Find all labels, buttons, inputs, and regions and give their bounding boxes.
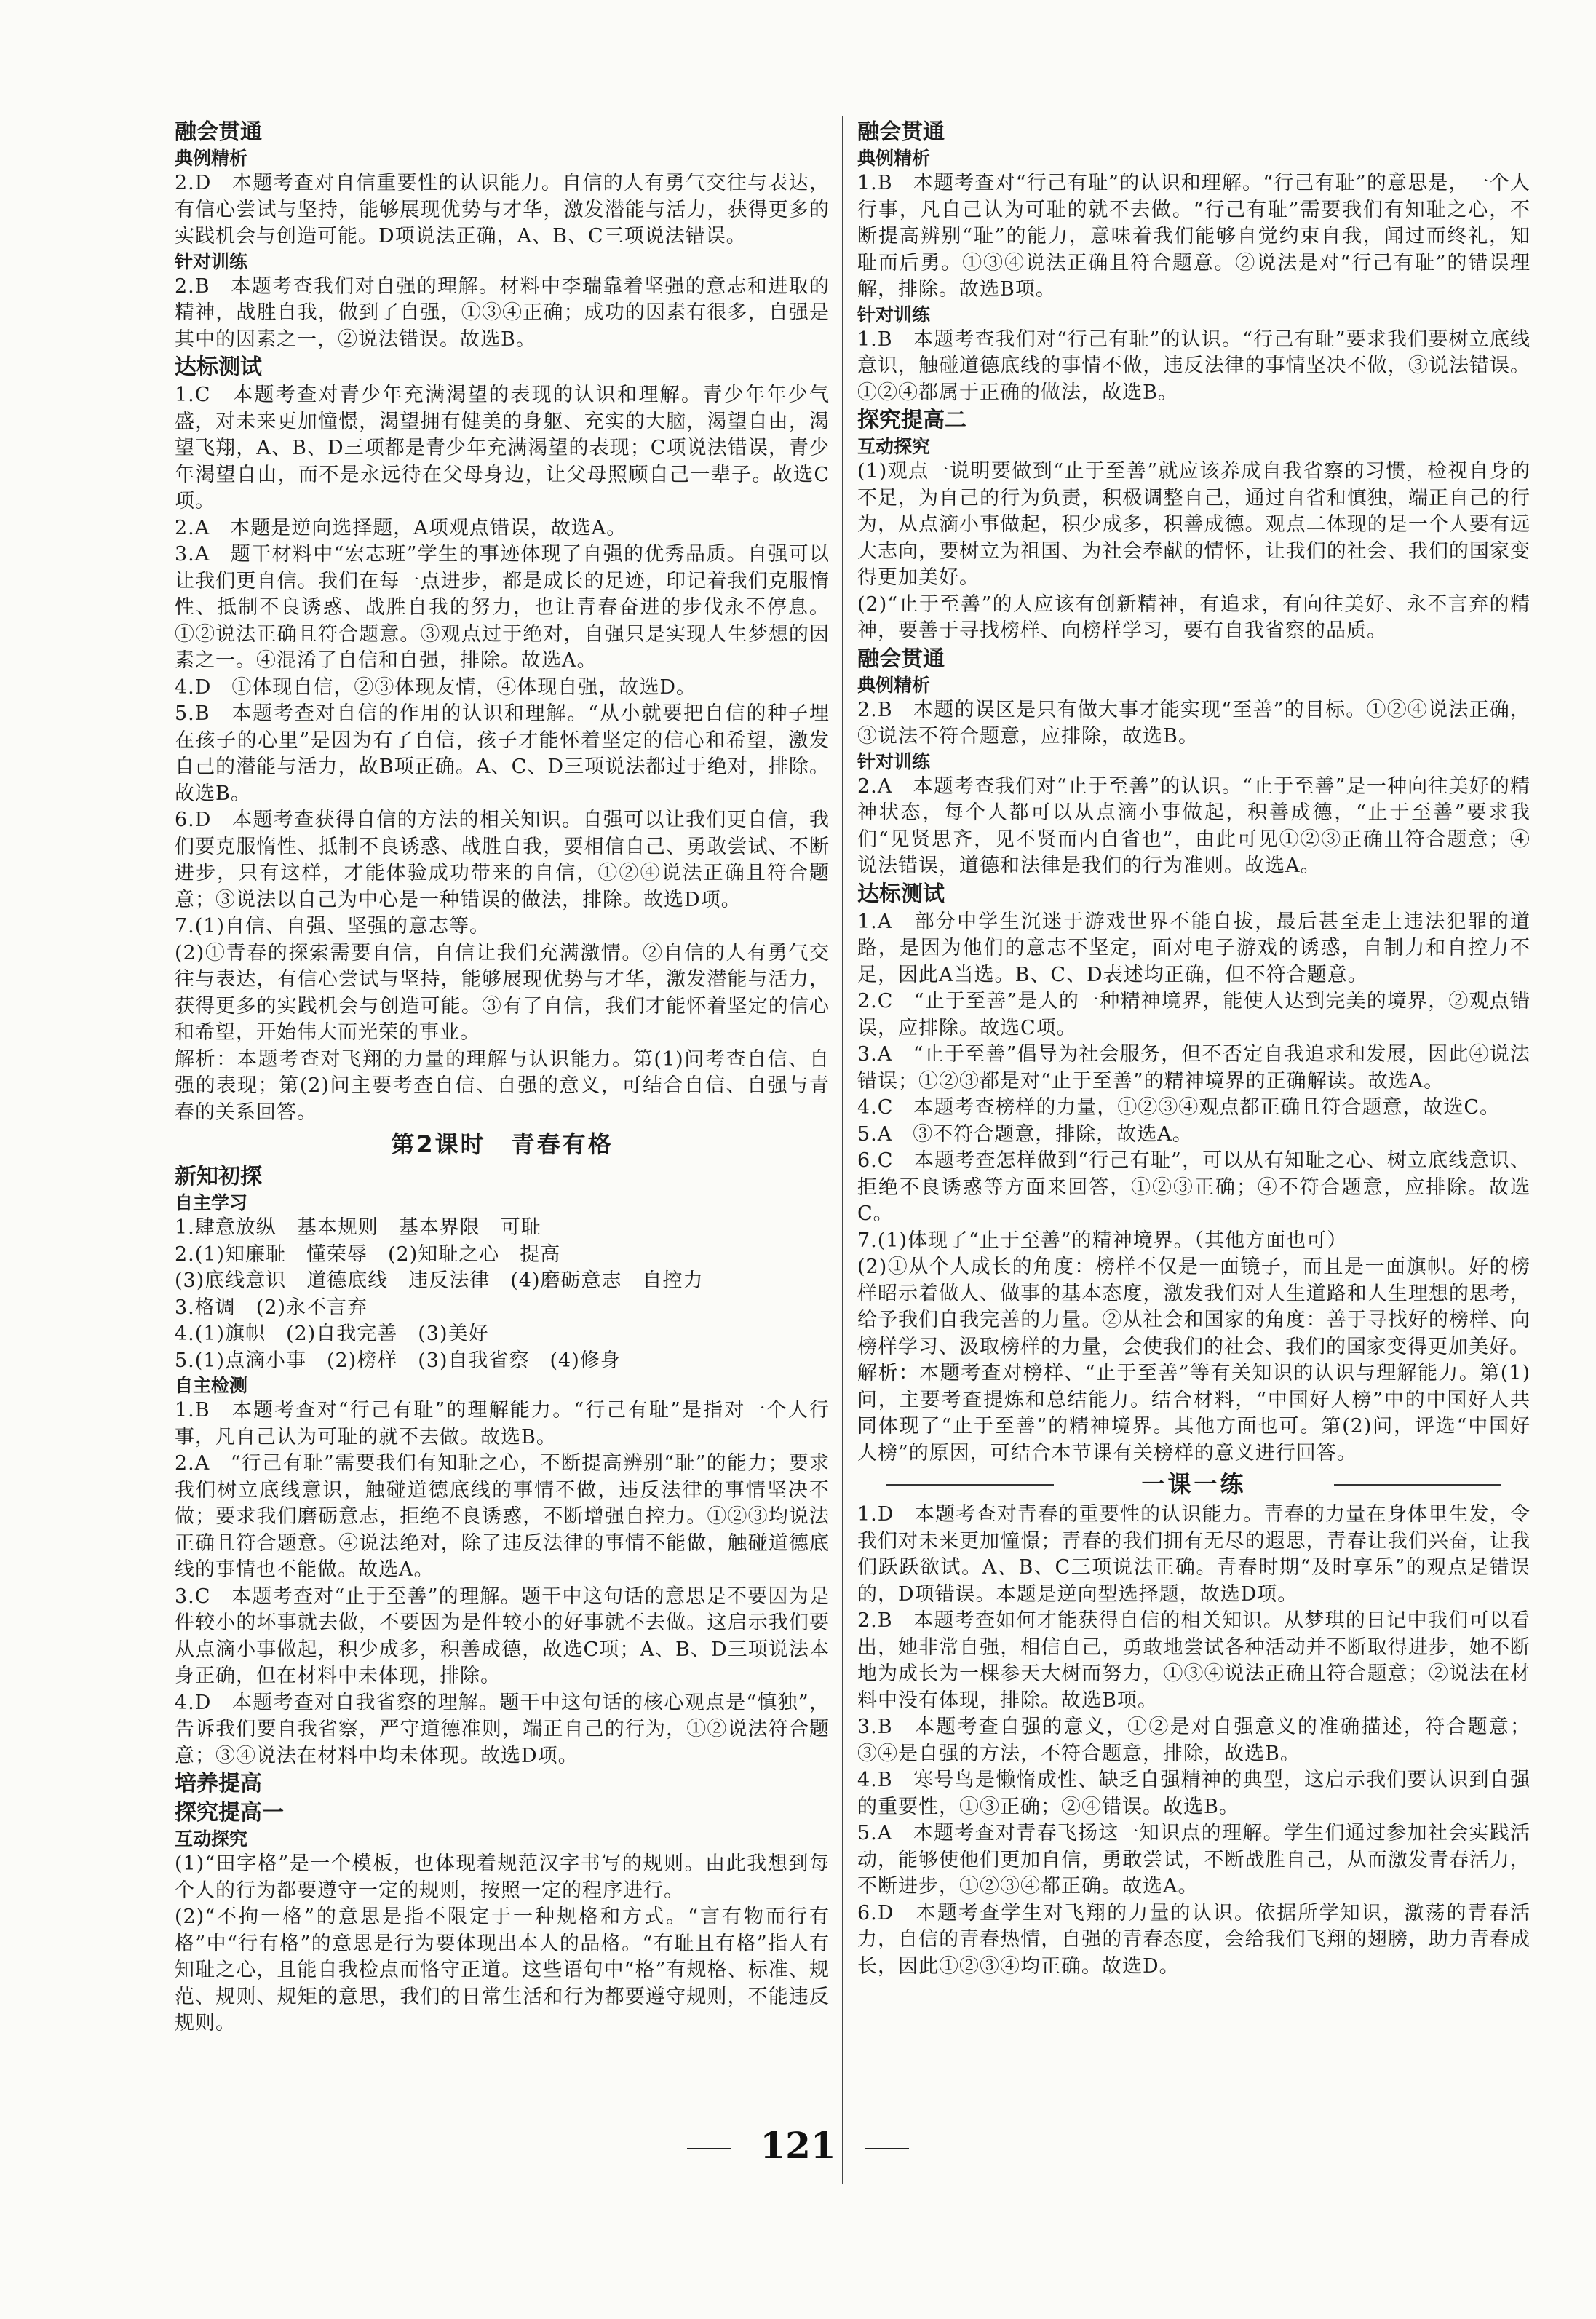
paragraph: 2.(1)知廉耻 懂荣辱 (2)知耻之心 提高 (175, 1242, 561, 1266)
section-heading: 融会贯通 (857, 646, 945, 672)
section-heading: 融会贯通 (857, 119, 945, 145)
section-heading: 探究提高一 (175, 1800, 284, 1826)
paragraph: (3)底线意识 道德底线 违反法律 (4)磨砺意志 自控力 (175, 1269, 704, 1292)
paragraph: 5.B 本题考查对自信的作用的认识和理解。“从小就要把自信的种子埋在孩子的心里”是因为有了自信，孩子才能怀着坚定的信心和希望，激发自己的潜能与活力，故B项正确。A、C、D三项说法都过于绝对，排除。故选B。 (175, 702, 830, 805)
paragraph: 1.A 部分中学生沉迷于游戏世界不能自拔，最后甚至走上违法犯罪的道路，是因为他们的意志不坚定，面对电子游戏的诱惑，自制力和自控力不足，因此A当选。B、C、D表述均正确，但不符合题意。 (857, 910, 1531, 986)
paragraph: (2)“不拘一格”的意思是指不限定于一种规格和方式。“言有物而行有格”中“行有格”的意思是行为要体现出本人的品格。“有耻且有格”指人有知耻之心，且能自我检点而恪守正道。这些语句中“格”有规格、标准、规范、规则、规矩的意思，我们的日常生活和行为都要遵守规则，不能违反规则。 (175, 1906, 830, 2034)
paragraph: (2)“止于至善”的人应该有创新精神，有追求，有向往美好、永不言弃的精神，要善于寻找榜样、向榜样学习，要有自我省察的品质。 (857, 592, 1531, 642)
paragraph: (2)①从个人成长的角度：榜样不仅是一面镜子，而且是一面旗帜。好的榜样昭示着做人、做事的基本态度，激发我们对人生道路和人生理想的思考，给予我们自我完善的力量。②从社会和国家的角度：善于寻找好的榜样、向榜样学习、汲取榜样的力量，会使我们的社会、我们的国家变得更加美好。 (857, 1256, 1531, 1358)
paragraph: (1)观点一说明要做到“止于至善”就应该养成自我省察的习惯，检视自身的不足，为自己的行为负责，积极调整自己，通过自省和慎独，端正自己的行为，从点滴小事做起，积少成多，积善成德。观点二体现的是一个人要有远大志向，要树立为祖国、为社会奉献的情怀，让我们的社会、我们的国家变得更加美好。 (857, 460, 1531, 589)
subsection-heading: 自主学习 (175, 1192, 248, 1213)
paragraph: 1.C 本题考查对青少年充满渴望的表现的认识和理解。青少年年少气盛，对未来更加憧憬，渴望拥有健美的身躯、充实的大脑，渴望自由，渴望飞翔，A、B、D三项都是青少年充满渴望的表现；C项说法错误，青少年渴望自由，而不是永远待在父母身边，让父母照顾自己一辈子。故选C项。 (175, 384, 830, 512)
paragraph: 1.肆意放纵 基本规则 基本界限 可耻 (175, 1216, 541, 1239)
paragraph: 5.A 本题考查对青春飞扬这一知识点的理解。学生们通过参加社会实践活动，能够使他们更加自信，勇敢尝试，不断战胜自己，从而激发青春活力，不断进步，①②③④都正确。故选A。 (857, 1822, 1531, 1898)
subsection-heading: 互动探究 (175, 1828, 248, 1850)
paragraph: 2.A 本题是逆向选择题，A项观点错误，故选A。 (175, 516, 627, 539)
subsection-heading: 针对训练 (857, 750, 931, 772)
paragraph: 6.D 本题考查获得自信的方法的相关知识。自强可以让我们更自信，我们要克服惰性、抵制不良诱惑、战胜自我，要相信自己、勇敢尝试、不断进步，只有这样，才能体验成功带来的自信，①②④说法正确且符合题意；③说法以自己为中心是一种错误的做法，排除。故选D项。 (175, 809, 830, 911)
paragraph: 4.C 本题考查榜样的力量，①②③④观点都正确且符合题意，故选C。 (857, 1096, 1501, 1119)
subsection-heading: 自主检测 (175, 1375, 248, 1396)
paragraph: 3.格调 (2)永不言弃 (175, 1296, 368, 1319)
paragraph: 4.D 本题考查对自我省察的理解。题干中这句话的核心观点是“慎独”，告诉我们要自我省察，严守道德准则，端正自己的行为，①②说法符合题意；③④说法在材料中均未体现。故选D项。 (175, 1691, 830, 1767)
paragraph: 3.A 题干材料中“宏志班”学生的事迹体现了自强的优秀品质。自强可以让我们更自信。我们在每一点进步，都是成长的足迹，印记着我们克服惰性、抵制不良诱惑、战胜自我的努力，也让青春奋进的步伐永不停息。①②说法正确且符合题意。③观点过于绝对，自强只是实现人生梦想的因素之一。④混淆了自信和自强，排除。故选A。 (175, 543, 830, 672)
paragraph: 4.(1)旗帜 (2)自我完善 (3)美好 (175, 1323, 489, 1345)
paragraph: 2.A “行己有耻”需要我们有知耻之心，不断提高辨别“耻”的能力；要求我们树立底线意识，触碰道德底线的事情不做，违反法律的事情坚决不做；要求我们磨砺意志，拒绝不良诱惑，不断增强自控力。①②③均说法正确且符合题意。④说法绝对，除了违反法律的事情不能做，触碰道德底线的事情也不能做。故选A。 (175, 1452, 830, 1581)
section-heading: 达标测试 (857, 881, 945, 907)
subsection-heading: 典例精析 (857, 674, 931, 696)
paragraph: 4.B 寒号鸟是懒惰成性、缺乏自强精神的典型，这启示我们要认识到自强的重要性，①③正确；②④错误。故选B。 (857, 1769, 1531, 1818)
page-number: 121 (0, 2124, 1596, 2167)
right-column (857, 118, 1531, 1980)
subsection-heading: 互动探究 (857, 436, 931, 457)
paragraph: 7.(1)自信、自强、坚强的意志等。 (175, 915, 491, 937)
column-divider (842, 116, 843, 2184)
paragraph: 3.A “止于至善”倡导为社会服务，但不否定自我追求和发展，因此④说法错误；①②③都是对“止于至善”的精神境界的正确解读。故选A。 (857, 1043, 1531, 1093)
paragraph: 4.D ①体现自信，②③体现友情，④体现自强，故选D。 (175, 675, 697, 699)
paragraph: 1.B 本题考查对“行己有耻”的理解能力。“行己有耻”是指对一个人行事，凡自己认为可耻的就不去做。故选B。 (175, 1399, 830, 1448)
paragraph: 1.B 本题考查我们对“行己有耻”的认识。“行己有耻”要求我们要树立底线意识，触碰道德底线的事情不做，违反法律的事情坚决不做，③说法错误。①②④都属于正确的做法，故选B。 (857, 328, 1531, 404)
paragraph: 6.D 本题考查学生对飞翔的力量的认识。依据所学知识，激荡的青春活力，自信的青春热情，自强的青春态度，会给我们飞翔的翅膀，助力青春成长，因此①②③④均正确。故选D。 (857, 1901, 1531, 1978)
paragraph: 解析：本题考查对榜样、“止于至善”等有关知识的认识与理解能力。第(1)问，主要考查提炼和总结能力。结合材料，“中国好人榜”中的中国好人共同体现了“止于至善”的精神境界。其他方面也可。第(2)问，评选“中国好人榜”的原因，可结合本节课有关榜样的意义进行回答。 (857, 1362, 1531, 1464)
paragraph: 7.(1)体现了“止于至善”的精神境界。（其他方面也可） (857, 1229, 1348, 1252)
paragraph: 6.C 本题考查怎样做到“行己有耻”，可以从有知耻之心、树立底线意识、拒绝不良诱惑等方面来回答，①②③正确；④不符合题意，应排除。故选C。 (857, 1149, 1531, 1225)
paragraph: 5.(1)点滴小事 (2)榜样 (3)自我省察 (4)修身 (175, 1349, 621, 1372)
section-heading: 探究提高二 (857, 408, 966, 433)
section-banner: 一课一练 (857, 1467, 1531, 1502)
paragraph: 3.C 本题考查对“止于至善”的理解。题干中这句话的意思是不要因为是件较小的坏事就去做，不要因为是件较小的好事就不去做。这启示我们要从点滴小事做起，积少成多，积善成德，故选C项；A、B、D三项说法本身正确，但在材料中未体现，排除。 (175, 1585, 830, 1687)
paragraph: 5.A ③不符合题意，排除，故选A。 (857, 1122, 1193, 1146)
lesson-title: 第2课时 青春有格 (391, 1130, 614, 1158)
left-column (175, 118, 830, 2037)
subsection-heading: 典例精析 (857, 148, 931, 169)
paragraph: 2.B 本题的误区是只有做大事才能实现“至善”的目标。①②④说法正确，③说法不符合题意，应排除，故选B。 (857, 698, 1531, 748)
section-heading: 达标测试 (175, 354, 262, 380)
paragraph: 2.C “止于至善”是人的一种精神境界，能使人达到完美的境界，②观点错误，应排除。故选C项。 (857, 990, 1531, 1039)
paragraph: 2.B 本题考查如何才能获得自信的相关知识。从梦琪的日记中我们可以看出，她非常自强，相信自己，勇敢地尝试各种活动并不断取得进步，她不断地为成长为一棵参天大树而努力，①③④说法正确且符合题意；②说法在材料中没有体现，排除。故选B项。 (857, 1609, 1531, 1712)
paragraph: 2.A 本题考查我们对“止于至善”的认识。“止于至善”是一种向往美好的精神状态，每个人都可以从点滴小事做起，积善成德，“止于至善”要求我们“见贤思齐，见不贤而内自省也”，由此可见①②③正确且符合题意；④说法错误，道德和法律是我们的行为准则。故选A。 (857, 774, 1531, 877)
subsection-heading: 典例精析 (175, 148, 248, 169)
paragraph: (1)“田字格”是一个模板，也体现着规范汉字书写的规则。由此我想到每个人的行为都要遵守一定的规则，按照一定的程序进行。 (175, 1852, 830, 1902)
paragraph: (2)①青春的探索需要自信，自信让我们充满激情。②自信的人有勇气交往与表达，有信心尝试与坚持，能够展现优势与才华，激发潜能与活力，获得更多的实践机会与创造可能。③有了自信，我们才能怀着坚定的信心和希望，开始伟大而光荣的事业。 (175, 941, 830, 1044)
paragraph: 2.B 本题考查我们对自强的理解。材料中李瑞靠着坚强的意志和进取的精神，战胜自我，做到了自强，①③④正确；成功的因素有很多，自强是其中的因素之一，②说法错误。故选B。 (175, 274, 830, 351)
paragraph: 3.B 本题考查自强的意义，①②是对自强意义的准确描述，符合题意；③④是自强的方法，不符合题意，排除，故选B。 (857, 1716, 1531, 1765)
section-heading: 新知初探 (175, 1164, 262, 1189)
section-heading: 融会贯通 (175, 119, 262, 145)
paragraph: 解析：本题考查对飞翔的力量的理解与认识能力。第(1)问考查自信、自强的表现；第(2)问主要考查自信、自强的意义，可结合自信、自强与青春的关系回答。 (175, 1047, 830, 1124)
paragraph: 1.D 本题考查对青春的重要性的认识能力。青春的力量在身体里生发，令我们对未来更加憧憬；青春的我们拥有无尽的遐思，青春让我们兴奋，让我们跃跃欲试。A、B、C三项说法正确。青春时期“及时享乐”的观点是错误的，D项错误。本题是逆向型选择题，故选D项。 (857, 1503, 1531, 1606)
subsection-heading: 针对训练 (857, 304, 931, 325)
paragraph: 2.D 本题考查对自信重要性的认识能力。自信的人有勇气交往与表达，有信心尝试与坚持，能够展现优势与才华，激发潜能与活力，获得更多的实践机会与创造可能。D项说法正确，A、B、C三项说法错误。 (175, 172, 830, 247)
paragraph: 1.B 本题考查对“行己有耻”的认识和理解。“行己有耻”的意思是，一个人行事，凡自己认为可耻的就不去做。“行己有耻”需要我们有知耻之心，不断提高辨别“耻”的能力，意味着我们能够自觉约束自我，闻过而终礼，知耻而后勇。①③④说法正确且符合题意。②说法是对“行己有耻”的错误理解，排除。故选B项。 (857, 172, 1531, 301)
subsection-heading: 针对训练 (175, 250, 248, 272)
section-heading: 培养提高 (175, 1771, 262, 1796)
